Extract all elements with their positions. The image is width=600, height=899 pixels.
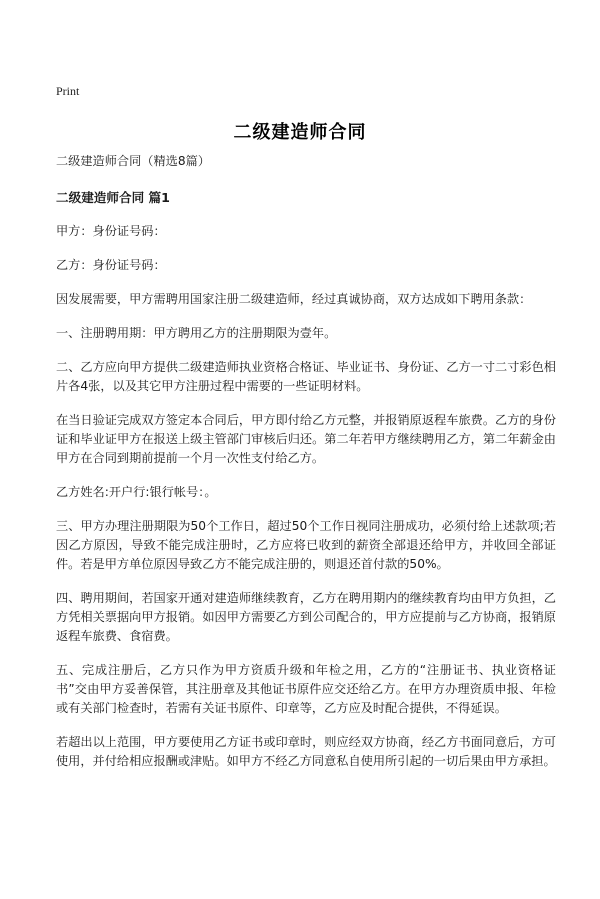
- clause-5: 五、完成注册后，乙方只作为甲方资质升级和年检之用，乙方的“注册证书、执业资格证书”交由甲方妥善保管，其注册章及其他证书原件应交还给乙方。在甲方办理资质申报、年检或有关部门检查时，若需有关证书原件、印章等，乙方应及时配合提供，不得延误。: [56, 663, 556, 715]
- print-link[interactable]: Print: [56, 84, 80, 98]
- payment-paragraph: 在当日验证完成双方签定本合同后，甲方即付给乙方元整，并报销原返程车旅费。乙方的身份证和毕业证甲方在报送上级主管部门审核后归还。第二年若甲方继续聘用乙方，第二年薪金由甲方在合同到期前提前一个月一次性支付给乙方。: [56, 413, 556, 465]
- final-paragraph: 若超出以上范围，甲方要使用乙方证书或印章时，则应经双方协商，经乙方书面同意后，方可使用，并付给相应报酬或津贴。如甲方不经乙方同意私自使用所引起的一切后果由甲方承担。: [56, 735, 556, 768]
- clause-4: 四、聘用期间，若国家开通对建造师继续教育，乙方在聘用期内的继续教育均由甲方负担，乙方凭相关票据向甲方报销。如因甲方需要乙方到公司配合的，甲方应提前与乙方协商，报销原返程车旅费、食宿费。: [56, 591, 556, 643]
- party-b-line: 乙方：身份证号码：: [56, 258, 166, 272]
- intro-paragraph: 因发展需要，甲方需聘用国家注册二级建造师，经过真诚协商，双方达成如下聘用条款：: [56, 292, 532, 306]
- document-subtitle: 二级建造师合同（精选8篇）: [56, 154, 211, 168]
- bank-info-line: 乙方姓名:开户行:银行帐号：。: [56, 485, 217, 499]
- section-heading: 二级建造师合同 篇1: [56, 190, 170, 205]
- party-a-line: 甲方：身份证号码：: [56, 224, 166, 238]
- clause-3: 三、甲方办理注册期限为50个工作日，超过50个工作日视同注册成功，必须付给上述款项;若因乙方原因，导致不能完成注册时，乙方应将已收到的薪资全部退还给甲方，并收回全部证件。若是甲方单位原因导致乙方不能完成注册的，则退还首付款的50%。: [56, 519, 556, 571]
- clause-1: 一、注册聘用期：甲方聘用乙方的注册期限为壹年。: [56, 326, 337, 340]
- clause-2: 二、乙方应向甲方提供二级建造师执业资格合格证、毕业证书、身份证、乙方一寸二寸彩色相片各4张，以及其它甲方注册过程中需要的一些证明材料。: [56, 360, 556, 393]
- document-title: 二级建造师合同: [233, 122, 367, 143]
- document-body: [56, 152, 556, 786]
